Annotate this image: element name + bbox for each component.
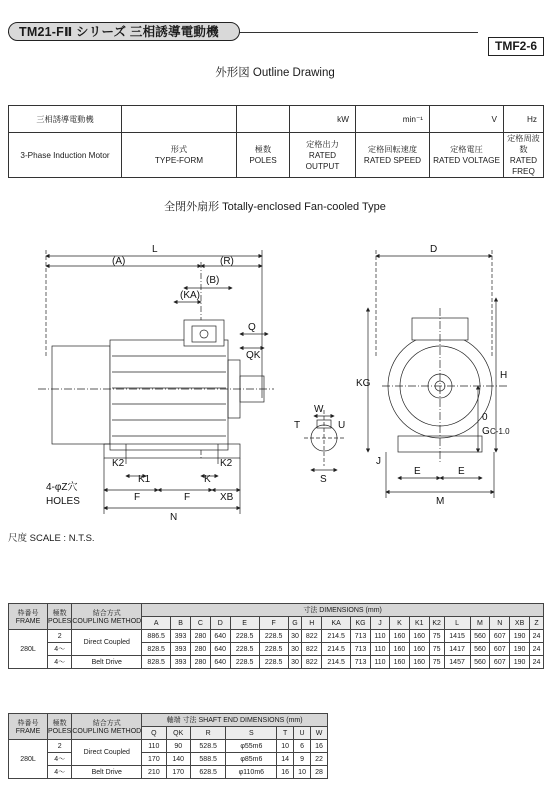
- dim-col-f: F: [259, 617, 288, 630]
- dim-col-ka: KA: [322, 617, 351, 630]
- dim-value-cell: 110: [370, 643, 389, 656]
- shaft-h-coup: 結合方式 COUPLING METHOD: [72, 714, 142, 740]
- label-W: W: [314, 404, 324, 415]
- dim-value-cell: 190: [510, 643, 530, 656]
- label-holes2: HOLES: [46, 496, 80, 507]
- dim-col-l: L: [444, 617, 470, 630]
- dim-value-cell: 160: [390, 643, 410, 656]
- label-R: (R): [220, 256, 234, 267]
- shaft-value-cell: 90: [166, 740, 190, 753]
- dim-value-cell: 160: [390, 630, 410, 643]
- label-J: J: [376, 456, 381, 467]
- spec-name-en: 3-Phase Induction Motor: [9, 133, 122, 178]
- series-title: TM21-FⅡ シリーズ 三相誘導電動機: [8, 22, 240, 41]
- dim-value-cell: 24: [530, 643, 544, 656]
- dim-value-cell: 828.5: [142, 643, 171, 656]
- dim-value-cell: 1457: [444, 656, 470, 669]
- label-G: G: [482, 426, 490, 437]
- label-Q: Q: [248, 322, 256, 333]
- dim-col-h: H: [302, 617, 322, 630]
- dim-value-cell: 190: [510, 630, 530, 643]
- shaft-h-frame: 枠番号 FRAME: [9, 714, 48, 740]
- dim-col-c: C: [191, 617, 211, 630]
- shaft-poles-cell: 4～: [48, 766, 72, 779]
- shaft-value-cell: 528.5: [190, 740, 226, 753]
- label-E1: E: [414, 466, 421, 477]
- dim-value-cell: 560: [470, 656, 490, 669]
- dim-col-g: G: [288, 617, 302, 630]
- label-T: T: [294, 420, 301, 431]
- shaft-value-cell: φ85m6: [226, 753, 277, 766]
- dim-coupling-direct: Direct Coupled: [72, 630, 142, 656]
- shaft-poles-cell: 2: [48, 740, 72, 753]
- shaft-coupling-belt: Belt Drive: [72, 766, 142, 779]
- label-KG: KG: [356, 378, 371, 389]
- dim-col-a: A: [142, 617, 171, 630]
- dim-value-cell: 228.5: [230, 630, 259, 643]
- shaft-col-qk: QK: [166, 727, 190, 740]
- dim-value-cell: 228.5: [259, 630, 288, 643]
- label-K2a: K2: [112, 458, 125, 469]
- dim-value-cell: 640: [210, 630, 230, 643]
- shaft-value-cell: 210: [142, 766, 166, 779]
- shaft-col-s: S: [226, 727, 277, 740]
- dim-h-coup: 結合方式 COUPLING METHOD: [72, 604, 142, 630]
- dim-col-j: J: [370, 617, 389, 630]
- dim-value-cell: 280: [191, 656, 211, 669]
- label-N: N: [170, 512, 178, 523]
- dim-value-cell: 190: [510, 656, 530, 669]
- dim-value-cell: 713: [351, 656, 371, 669]
- label-H: H: [500, 370, 508, 381]
- dim-value-cell: 822: [302, 656, 322, 669]
- dim-value-cell: 228.5: [230, 656, 259, 669]
- dim-value-cell: 30: [288, 656, 302, 669]
- shaft-coupling-direct: Direct Coupled: [72, 740, 142, 766]
- dim-value-cell: 160: [409, 656, 429, 669]
- dim-value-cell: 75: [429, 656, 444, 669]
- label-O: 0: [482, 412, 488, 423]
- drawing-code: TMF2-6: [488, 37, 544, 56]
- dim-value-cell: 640: [210, 643, 230, 656]
- shaft-value-cell: 628.5: [190, 766, 226, 779]
- outline-drawing: [8, 238, 544, 538]
- dim-value-cell: 160: [409, 643, 429, 656]
- shaft-value-cell: 6: [294, 740, 311, 753]
- label-XB: XB: [220, 492, 234, 503]
- shaft-value-cell: 14: [277, 753, 294, 766]
- dim-frame-cell: 280L: [9, 630, 48, 669]
- shaft-value-cell: φ55m6: [226, 740, 277, 753]
- dim-value-cell: 110: [370, 656, 389, 669]
- dim-value-cell: 75: [429, 630, 444, 643]
- dim-value-cell: 280: [191, 643, 211, 656]
- shaft-value-cell: 28: [311, 766, 328, 779]
- shaft-col-r: R: [190, 727, 226, 740]
- table-row: [9, 740, 328, 753]
- shaft-value-cell: 22: [311, 753, 328, 766]
- dim-poles-cell: 2: [48, 630, 72, 643]
- label-E2: E: [458, 466, 465, 477]
- scale-note: 尺度 SCALE : N.T.S.: [8, 533, 95, 544]
- label-L: L: [152, 244, 158, 255]
- shaft-poles-cell: 4～: [48, 753, 72, 766]
- col-output: 定格出力 RATED OUTPUT: [290, 133, 356, 178]
- col-speed: 定格回転速度 RATED SPEED: [356, 133, 430, 178]
- label-K1: K1: [138, 474, 151, 485]
- label-K: K: [204, 474, 211, 485]
- dim-col-kg: KG: [351, 617, 371, 630]
- shaft-value-cell: 9: [294, 753, 311, 766]
- shaft-col-t: T: [277, 727, 294, 740]
- label-B: (B): [206, 275, 220, 286]
- label-F1: F: [134, 492, 141, 503]
- shaft-value-cell: 170: [166, 766, 190, 779]
- dim-h-frame: 枠番号 FRAME: [9, 604, 48, 630]
- dim-col-e: E: [230, 617, 259, 630]
- dim-value-cell: 214.5: [322, 656, 351, 669]
- col-voltage: 定格電圧 RATED VOLTAGE: [430, 133, 504, 178]
- dim-col-d: D: [210, 617, 230, 630]
- dim-value-cell: 607: [490, 630, 510, 643]
- dim-col-b: B: [171, 617, 191, 630]
- unit-min: min⁻¹: [356, 106, 430, 133]
- dim-value-cell: 30: [288, 643, 302, 656]
- spec-table: [8, 105, 544, 178]
- dim-col-n: N: [490, 617, 510, 630]
- dim-value-cell: 24: [530, 630, 544, 643]
- dim-col-z: Z: [530, 617, 544, 630]
- dim-value-cell: 393: [171, 630, 191, 643]
- label-S: S: [320, 474, 327, 485]
- dim-value-cell: 228.5: [230, 643, 259, 656]
- dim-col-m: M: [470, 617, 490, 630]
- dim-value-cell: 822: [302, 643, 322, 656]
- dim-value-cell: 280: [191, 630, 211, 643]
- shaft-value-cell: 10: [294, 766, 311, 779]
- table-row: [9, 630, 544, 643]
- dim-value-cell: 30: [288, 630, 302, 643]
- dim-h-poles: 極数 POLES: [48, 604, 72, 630]
- label-U: U: [338, 420, 346, 431]
- shaft-value-cell: 588.5: [190, 753, 226, 766]
- dimensions-table: [8, 603, 544, 669]
- dim-value-cell: 886.5: [142, 630, 171, 643]
- label-M: M: [436, 496, 445, 507]
- dim-value-cell: 228.5: [259, 643, 288, 656]
- dim-value-cell: 110: [370, 630, 389, 643]
- dim-value-cell: 560: [470, 643, 490, 656]
- dim-value-cell: 160: [390, 656, 410, 669]
- page-title: 外形図 Outline Drawing: [215, 67, 335, 79]
- dim-value-cell: 828.5: [142, 656, 171, 669]
- dim-value-cell: 393: [171, 656, 191, 669]
- label-D: D: [430, 244, 438, 255]
- shaft-h-poles: 極数 POLES: [48, 714, 72, 740]
- label-holes1: 4-φZ穴: [46, 482, 78, 493]
- shaft-value-cell: 170: [142, 753, 166, 766]
- dim-value-cell: 640: [210, 656, 230, 669]
- dim-value-cell: 24: [530, 656, 544, 669]
- dim-value-cell: 713: [351, 630, 371, 643]
- shaft-h-dims: 軸端 寸法 SHAFT END DIMENSIONS (mm): [142, 714, 328, 727]
- dim-value-cell: 560: [470, 630, 490, 643]
- unit-hz: Hz: [504, 106, 544, 133]
- table-row: [9, 656, 544, 669]
- dim-col-xb: XB: [510, 617, 530, 630]
- dim-value-cell: 1417: [444, 643, 470, 656]
- label-KA: (KA): [180, 290, 200, 301]
- shaft-value-cell: 110: [142, 740, 166, 753]
- dim-value-cell: 607: [490, 643, 510, 656]
- spec-name-ja: 三相誘導電動機: [9, 106, 122, 133]
- subtitle: 全閉外扇形 Totally-enclosed Fan-cooled Type: [164, 201, 386, 213]
- dim-col-k: K: [390, 617, 410, 630]
- dim-value-cell: 822: [302, 630, 322, 643]
- col-freq: 定格周波数 RATED FREQ: [504, 133, 544, 178]
- dim-value-cell: 214.5: [322, 630, 351, 643]
- shaft-value-cell: 16: [311, 740, 328, 753]
- shaft-value-cell: 140: [166, 753, 190, 766]
- col-type: 形式 TYPE-FORM: [122, 133, 237, 178]
- dim-value-cell: 214.5: [322, 643, 351, 656]
- shaft-value-cell: 10: [277, 740, 294, 753]
- shaft-value-cell: 16: [277, 766, 294, 779]
- dim-value-cell: 393: [171, 643, 191, 656]
- dim-col-k2: K2: [429, 617, 444, 630]
- label-A: (A): [112, 256, 126, 267]
- table-row: [9, 753, 328, 766]
- dim-value-cell: 75: [429, 643, 444, 656]
- col-poles: 極数 POLES: [237, 133, 290, 178]
- label-F2: F: [184, 492, 191, 503]
- dim-value-cell: 607: [490, 656, 510, 669]
- dim-value-cell: 160: [409, 630, 429, 643]
- table-row: [9, 766, 328, 779]
- dim-coupling-belt: Belt Drive: [72, 656, 142, 669]
- dim-poles-cell: 4～: [48, 656, 72, 669]
- label-QK: QK: [246, 350, 261, 361]
- shaft-value-cell: φ110m6: [226, 766, 277, 779]
- shaft-col-w: W: [311, 727, 328, 740]
- label-C: C-1.0: [490, 427, 510, 436]
- dim-value-cell: 1415: [444, 630, 470, 643]
- unit-kw: kW: [290, 106, 356, 133]
- shaft-table: [8, 713, 328, 779]
- dim-value-cell: 228.5: [259, 656, 288, 669]
- shaft-col-u: U: [294, 727, 311, 740]
- dim-poles-cell: 4～: [48, 643, 72, 656]
- dim-col-k1: K1: [409, 617, 429, 630]
- shaft-frame-cell: 280L: [9, 740, 48, 779]
- label-K2b: K2: [220, 458, 233, 469]
- shaft-col-q: Q: [142, 727, 166, 740]
- unit-v: V: [430, 106, 504, 133]
- dim-h-dims: 寸法 DIMENSIONS (mm): [142, 604, 544, 617]
- dim-value-cell: 713: [351, 643, 371, 656]
